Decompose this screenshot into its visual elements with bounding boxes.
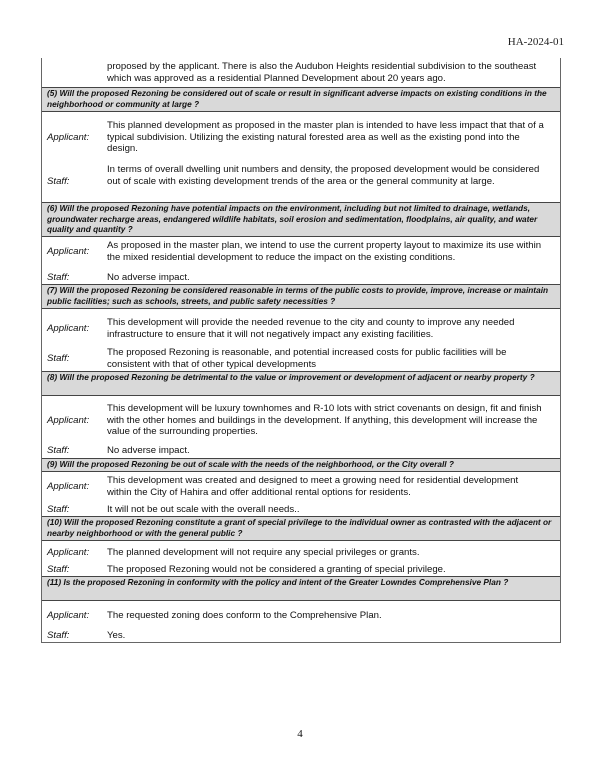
question-7-heading: (7) Will the proposed Rezoning be considered reasonable in terms of the public costs to provide, improve, increase or maintain public facilities; such as schools, streets, and public safety necessities ? [42,284,560,309]
question-11-heading: (11) Is the proposed Rezoning in conformity with the policy and intent of the Greater Lowndes Comprehensive Plan ? [42,576,560,601]
applicant-label: Applicant: [47,547,90,558]
staff-label: Staff: [47,504,70,515]
page-number: 4 [297,728,303,740]
staff-response: In terms of overall dwelling unit numbers and density, the proposed development would be considered out of scale with existing development trends of the area or the general community at large. [107,164,540,187]
question-8-heading: (8) Will the proposed Rezoning be detrimental to the value or improvement or development of adjacent or nearby property ? [42,371,560,396]
staff-response: No adverse impact. [107,445,190,456]
applicant-label: Applicant: [47,323,90,334]
question-6-heading: (6) Will the proposed Rezoning have potential impacts on the environment, including but not limited to drainage, wetlands, groundwater recharge areas, endangered wildlife habitats, soil erosion and sedimentation, floodplains, air quality, and water quality and quantity ? [42,202,560,237]
applicant-label: Applicant: [47,415,90,426]
applicant-response: The planned development will not require any special privileges or grants. [107,547,420,558]
staff-response: The proposed Rezoning is reasonable, and potential increased costs for public facilities will be consistent with that of other typical developments [107,347,507,370]
applicant-label: Applicant: [47,610,90,621]
document-id: HA-2024-01 [507,36,564,48]
applicant-label: Applicant: [47,246,90,257]
staff-label: Staff: [47,445,70,456]
applicant-response: The requested zoning does conform to the Comprehensive Plan. [107,610,382,621]
applicant-label: Applicant: [47,481,90,492]
applicant-label: Applicant: [47,132,90,143]
question-5-heading: (5) Will the proposed Rezoning be considered out of scale or result in significant adverse impacts on existing conditions in the neighborhood or community at large ? [42,87,560,112]
applicant-response: As proposed in the master plan, we intend to use the current property layout to maximize its use within the mixed residential development to reduce the impact on the existing conditions. [107,240,542,263]
staff-label: Staff: [47,630,70,641]
staff-response: The proposed Rezoning would not be considered a granting of special privilege. [107,564,446,575]
intro-text: proposed by the applicant. There is also the Audubon Heights residential subdivision to the southeast which was approved as a residential Planned Development about 20 years ago. [107,61,537,84]
staff-label: Staff: [47,564,70,575]
staff-label: Staff: [47,176,70,187]
criteria-table [41,58,561,643]
question-10-heading: (10) Will the proposed Rezoning constitute a grant of special privilege to the individual owner as contrasted with the adjacent or nearby neighborhood or with the general public ? [42,516,560,541]
staff-label: Staff: [47,272,70,283]
applicant-response: This development will provide the needed revenue to the city and county to improve any needed infrastructure to ensure that it will not negatively impact any existing facilities. [107,317,515,340]
applicant-response: This development will be luxury townhomes and R-10 lots with strict covenants on design, fit and finish with the other homes and buildings in the development. If anything, this development will increase the value of the surrounding properties. [107,403,542,438]
staff-response: It will not be out scale with the overall needs.. [107,504,300,515]
staff-label: Staff: [47,353,70,364]
staff-response: Yes. [107,630,126,641]
question-9-heading: (9) Will the proposed Rezoning be out of scale with the needs of the neighborhood, or the City overall ? [42,458,560,472]
applicant-response: This development was created and designed to meet a growing need for residential development within the City of Hahira and offer additional rental options for residents. [107,475,519,498]
applicant-response: This planned development as proposed in the master plan is intended to have less impact that that of a typical subdivision. Utilizing the existing natural forested area as well as the existing pond into the design. [107,120,544,155]
staff-response: No adverse impact. [107,272,190,283]
